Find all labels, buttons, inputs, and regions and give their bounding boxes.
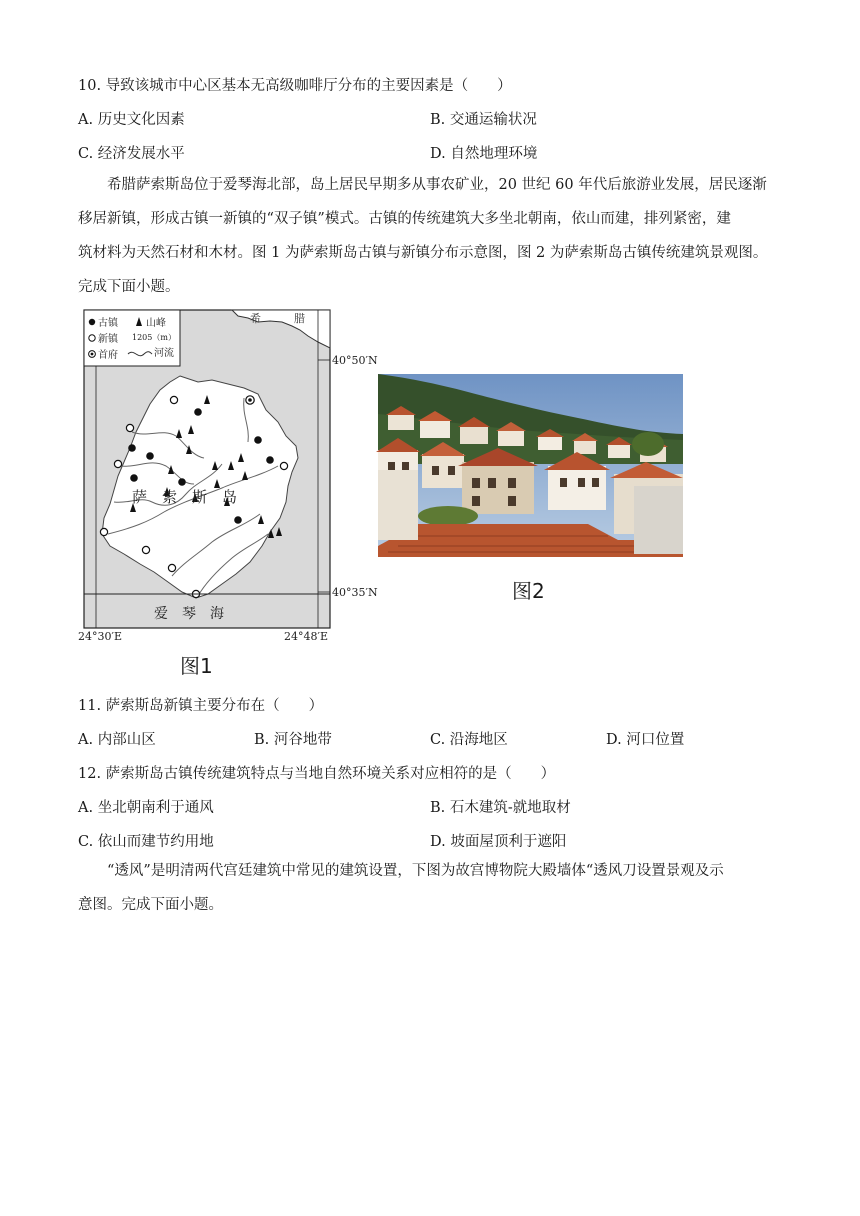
lon-left-label: 24°30′E — [78, 630, 123, 643]
question-10-stem: 10. 导致该城市中心区基本无高级咖啡厅分布的主要因素是（ ） — [78, 78, 512, 94]
greece-label: 希 腊 — [250, 312, 305, 325]
legend-peak: 山峰 — [146, 318, 166, 329]
passage-toufeng — [78, 854, 784, 922]
q12-option-b: B. 石木建筑-就地取材 — [430, 800, 571, 816]
lon-right-label: 24°48′E — [284, 630, 329, 643]
lat-top-label: 40°50′N — [332, 354, 378, 367]
lat-bottom-label: 40°35′N — [332, 586, 378, 599]
q10-option-b: B. 交通运输状况 — [430, 112, 537, 128]
passage1-line4: 完成下面小题。 — [78, 279, 180, 295]
passage2-line1: “透风”是明清两代宫廷建筑中常见的建筑设置，下图为故宫博物院大殿墙体“透风刀设置景观及示 — [107, 863, 724, 879]
legend-river: 河流 — [154, 348, 174, 359]
q11-option-d: D. 河口位置 — [606, 732, 685, 748]
figure2-photo — [378, 374, 683, 557]
q11-option-a: A. 内部山区 — [78, 732, 156, 748]
question-12-stem: 12. 萨索斯岛古镇传统建筑特点与当地自然环境关系对应相符的是（ ） — [78, 766, 556, 782]
q12-option-d: D. 坡面屋顶利于遮阳 — [430, 834, 567, 850]
figure1-map — [72, 306, 378, 678]
legend-peak-elev: 1205（m） — [132, 333, 176, 342]
capital-marker — [246, 396, 254, 404]
question-11-stem: 11. 萨索斯岛新镇主要分布在（ ） — [78, 698, 324, 714]
passage2-line2: 意图。完成下面小题。 — [78, 897, 223, 913]
figure1-caption: 图1 — [180, 654, 213, 678]
q11-option-c: C. 沿海地区 — [430, 732, 508, 748]
q10-option-d: D. 自然地理环境 — [430, 146, 538, 162]
q10-option-c: C. 经济发展水平 — [78, 146, 185, 162]
figure2-caption: 图2 — [512, 579, 545, 603]
legend-capital: 首府 — [98, 350, 118, 361]
passage-saxos — [78, 168, 784, 304]
q10-option-a: A. 历史文化因素 — [78, 112, 185, 128]
passage1-line1: 希腊萨索斯岛位于爱琴海北部，岛上居民早期多从事农矿业，20 世纪 60 年代后旅游业发展，居民逐渐 — [107, 177, 767, 193]
legend-old-town: 古镇 — [98, 318, 118, 329]
island-label: 萨 索 斯 岛 — [132, 488, 238, 506]
q11-option-b: B. 河谷地带 — [254, 732, 332, 748]
map-legend — [84, 310, 180, 366]
passage1-line3: 筑材料为天然石材和木材。图 1 为萨索斯岛古镇与新镇分布示意图，图 2 为萨索斯岛古镇传统建筑景观图。 — [78, 245, 768, 261]
sea-label: 爱 琴 海 — [154, 606, 224, 622]
q12-option-c: C. 依山而建节约用地 — [78, 834, 214, 850]
legend-new-town: 新镇 — [98, 334, 118, 345]
q12-option-a: A. 坐北朝南利于通风 — [78, 800, 214, 816]
passage1-line2: 移居新镇，形成古镇一新镇的“双子镇”模式。古镇的传统建筑大多坐北朝南，依山而建，排列紧密，建 — [78, 211, 731, 227]
